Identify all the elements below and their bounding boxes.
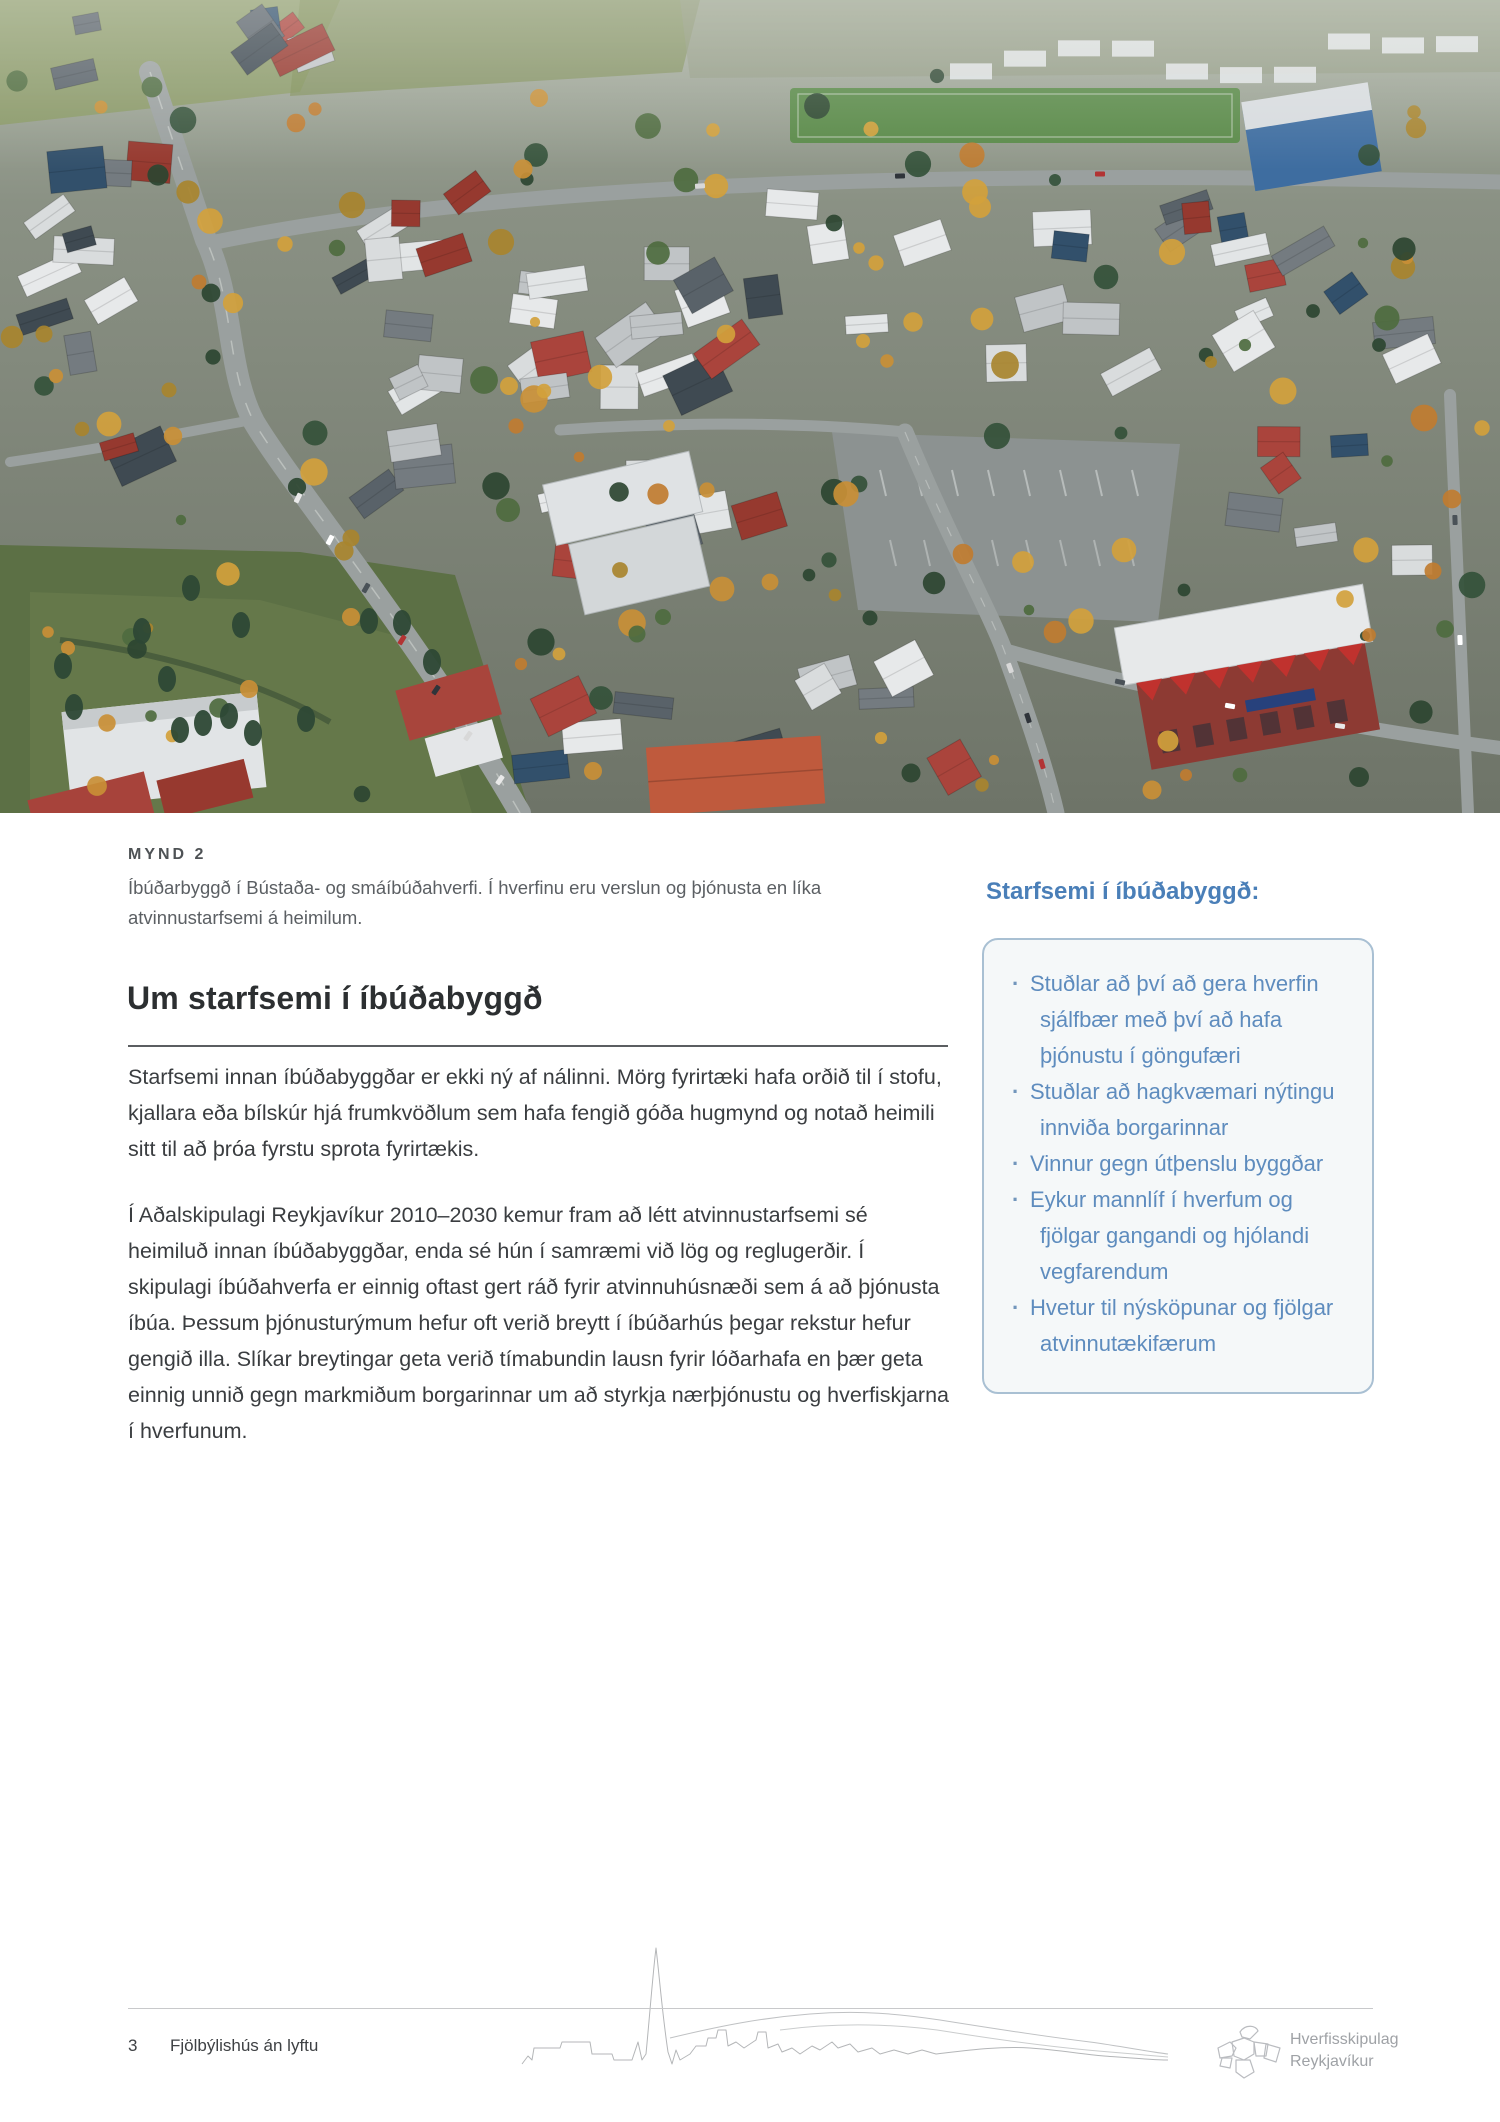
sidebar-title: Starfsemi í íbúðabyggð:: [986, 878, 1260, 905]
figure-caption-text: Íbúðarbyggð í Bústaða- og smáíbúðahverfi. Í hverfinu eru verslun og þjónusta en líka atvinnustarfsemi á heimilum.: [128, 877, 822, 928]
heading-divider: [128, 1045, 948, 1047]
sidebar-bullet: · Stuðlar að hagkvæmari nýtingu innviða borgarinnar: [1004, 1074, 1358, 1146]
sidebar-bullet: · Hvetur til nýsköpunar og fjölgar atvinnutækifærum: [1004, 1290, 1358, 1362]
city-skyline-graphic: [520, 1942, 1170, 2077]
sidebar-callout-box: [982, 938, 1374, 1394]
footer-divider: [128, 2008, 1373, 2009]
sidebar-bullet: · Stuðlar að því að gera hverfin sjálfbær með því að hafa þjónustu í göngufæri: [1004, 966, 1358, 1074]
page-number: 3: [128, 2036, 138, 2055]
sidebar-bullet-list: [1004, 966, 1358, 1362]
figure-label: MYND 2: [128, 846, 207, 863]
aerial-photo: [0, 0, 1500, 813]
body-paragraph: Starfsemi innan íbúðabyggðar er ekki ný af nálinni. Mörg fyrirtæki hafa orðið til í stofu, kjallara eða bílskúr hjá frumkvöðlum sem hafa fengið góða hugmynd og notað heimili sitt til að þróa fyrstu sprota fyrirtækis.: [128, 1065, 942, 1161]
footer-doc-title: Fjölbýlishús án lyftu: [170, 2036, 319, 2055]
sidebar-bullet: · Vinnur gegn útþenslu byggðar: [1004, 1146, 1358, 1182]
logo-line-1: Hverfisskipulag: [1290, 2031, 1399, 2048]
hverfisskipulag-logo-icon: [1210, 2022, 1286, 2082]
body-column: [128, 1059, 952, 1479]
sidebar-bullet: · Eykur mannlíf í hverfum og fjölgar gangandi og hjólandi vegfarendum: [1004, 1182, 1358, 1290]
body-paragraph: Í Aðalskipulagi Reykjavíkur 2010–2030 kemur fram að létt atvinnustarfsemi sé heimiluð innan íbúðabyggðar, enda sé hún í samræmi við lög og reglugerðir. Í skipulagi íbúðahverfa er einnig oftast gert ráð fyrir atvinnuhúsnæði sem á að þjónusta íbúa. Þessum þjónusturýmum hefur oft verið breytt í íbúðarhús þegar rekstur hefur gengið illa. Slíkar breytingar geta verið tímabundin lausn fyrir lóðarhafa en þær geta einnig unnið gegn markmiðum borgarinnar um að styrkja nærþjónustu og hverfiskjarna í hverfunum.: [128, 1203, 950, 1443]
footer-logo-text: [1290, 2029, 1398, 2073]
logo-line-2: Reykjavíkur: [1290, 2053, 1374, 2070]
page-title: Um starfsemi í íbúðabyggð: [127, 980, 543, 1016]
aerial-photo-canvas: [0, 0, 1500, 813]
figure-caption: [128, 846, 848, 933]
